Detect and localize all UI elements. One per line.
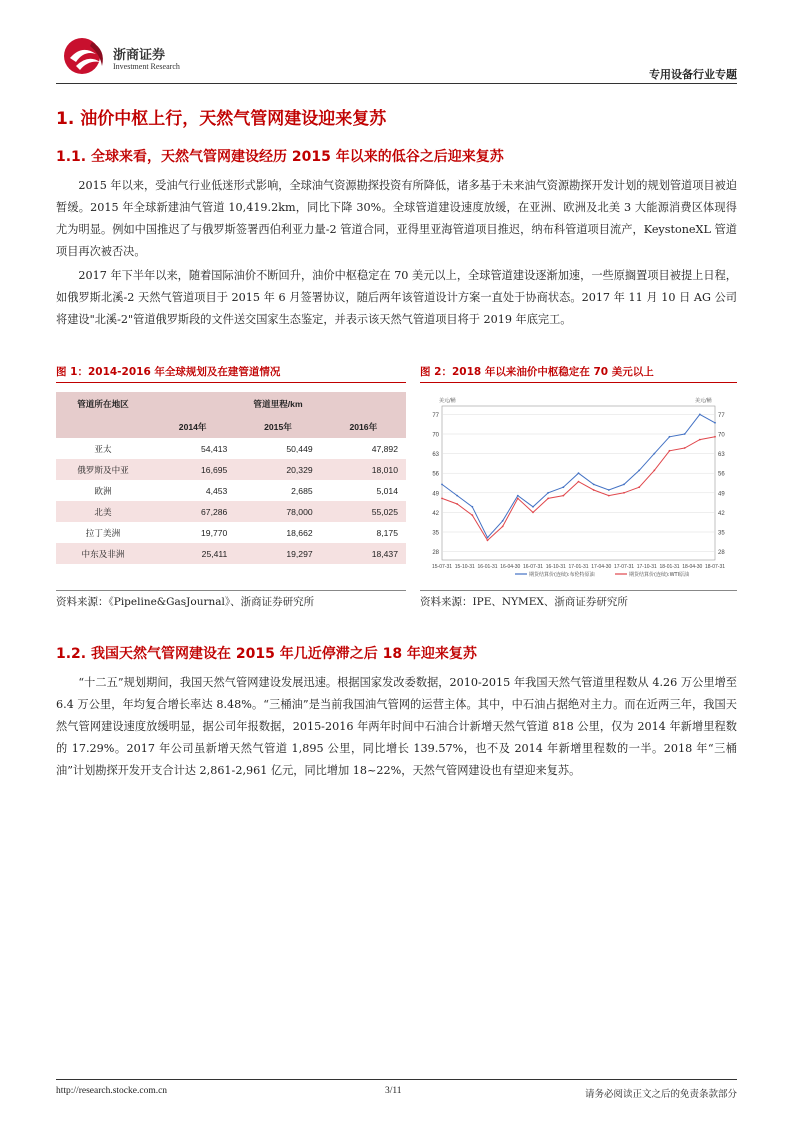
footer-disclaimer: 请务必阅读正文之后的免责条款部分	[584, 1089, 737, 1100]
region-cell: 亚太	[94, 443, 112, 454]
data-point	[684, 447, 686, 449]
data-point	[608, 495, 610, 497]
data-point	[669, 436, 671, 438]
y-tick-label-right: 56	[718, 471, 725, 478]
region-cell: 俄罗斯及中亚	[77, 464, 129, 475]
y-tick-label-right: 35	[718, 530, 725, 537]
data-point	[456, 503, 458, 505]
x-tick-label: 18-01-31	[659, 564, 680, 570]
y-tick-label-right: 42	[718, 510, 725, 517]
data-point	[638, 470, 640, 472]
x-tick-label: 16-07-31	[522, 564, 544, 570]
logo-company-name: 浙商证券	[113, 48, 166, 63]
value-cell: 19,297	[286, 548, 313, 559]
region-cell: 欧洲	[94, 485, 112, 496]
y-tick-label-left: 35	[432, 530, 439, 537]
logo-company-subtitle: Investment Research	[113, 62, 180, 71]
year-header: 2015年	[264, 422, 292, 432]
figure-2-source-divider	[420, 590, 737, 591]
table-year-row	[56, 416, 406, 438]
paragraph-1: 2015 年以来，受油气行业低迷形式影响，全球油气资源勘探投资有所降低，诸多基于未来油气资源勘探开发计划的规划管道项目被迫暂缓。2015 年全球新建油气管道 10,419.2km，同比下降 30%。全球管道建设速度放缓，在亚洲、欧洲及北美 3 大能源消费区体现得尤为明显。例如中国推迟了与俄罗斯签署西伯利亚力量-2 管道合同，亚得里亚海管道项目推迟，纳布科管道项目流产，KeystoneXL 管道项目再次被否决。	[56, 179, 737, 258]
y-tick-label-left: 56	[432, 471, 439, 478]
value-cell: 16,695	[201, 464, 228, 475]
x-tick-label: 17-04-30	[591, 564, 612, 570]
value-cell: 2,685	[291, 485, 313, 496]
data-point	[502, 520, 504, 522]
data-point	[714, 422, 716, 424]
x-tick-label: 16-04-30	[500, 564, 521, 570]
region-cell: 北美	[94, 506, 112, 517]
x-tick-label: 15-10-31	[454, 564, 475, 570]
y-tick-label-right: 49	[718, 491, 725, 498]
figure-1-title: 图 1：2014-2016 年全球规划及在建管道情况	[56, 366, 281, 378]
value-cell: 19,770	[201, 527, 228, 538]
data-point	[441, 484, 443, 486]
value-cell: 25,411	[201, 548, 228, 559]
value-cell: 50,449	[286, 443, 313, 454]
section-1-2-title: 1.2. 我国天然气管网建设在 2015 年几近停滞之后 18 年迎来复苏	[56, 646, 477, 662]
figure-2-title: 图 2：2018 年以来油价中枢稳定在 70 美元以上	[420, 366, 654, 378]
y-tick-label-left: 70	[432, 432, 439, 439]
page-number: 3/11	[385, 1086, 402, 1096]
section-1-1-title: 1.1. 全球来看，天然气管网建设经历 2015 年以来的低谷之后迎来复苏	[56, 149, 504, 165]
value-cell: 54,413	[201, 443, 228, 454]
value-cell: 8,175	[376, 527, 398, 538]
table-row	[56, 522, 406, 543]
y-tick-label-left: 49	[432, 491, 439, 498]
figure-2-source: 资料来源：IPE、NYMEX、浙商证券研究所	[420, 596, 628, 608]
x-tick-label: 17-10-31	[636, 564, 657, 570]
data-point	[487, 540, 489, 542]
data-point	[487, 537, 489, 539]
data-point	[699, 414, 701, 416]
legend-label: 期货结算价(连续):布伦特原油	[529, 572, 595, 578]
data-point	[684, 433, 686, 435]
table-header-row	[56, 392, 406, 416]
y-tick-label-right: 70	[718, 432, 725, 439]
value-cell: 78,000	[286, 506, 313, 517]
data-point	[714, 436, 716, 438]
data-point	[623, 484, 625, 486]
x-tick-label: 16-10-31	[545, 564, 566, 570]
value-cell: 18,662	[286, 527, 313, 538]
header-divider	[56, 83, 737, 84]
table-row	[56, 543, 406, 564]
legend-label: 期货结算价(连续):WTI原油	[629, 572, 690, 578]
x-tick-label: 17-01-31	[568, 564, 589, 570]
data-point	[532, 506, 534, 508]
region-cell: 拉丁美洲	[85, 527, 121, 538]
data-point	[517, 498, 519, 500]
region-cell: 中东及非洲	[81, 548, 125, 559]
company-logo	[62, 36, 110, 76]
x-tick-label: 18-07-31	[704, 564, 726, 570]
figure-1-source-divider	[56, 590, 406, 591]
y-tick-label-left: 28	[432, 550, 439, 557]
value-cell: 20,329	[286, 464, 313, 475]
value-cell: 5,014	[376, 485, 398, 496]
y-tick-label-left: 63	[432, 452, 439, 459]
data-point	[699, 439, 701, 441]
x-tick-label: 15-07-31	[431, 564, 453, 570]
data-point	[562, 495, 564, 497]
value-cell: 67,286	[201, 506, 228, 517]
table-row	[56, 501, 406, 522]
x-tick-label: 16-01-31	[477, 564, 498, 570]
data-point	[502, 526, 504, 528]
y-tick-label-right: 77	[718, 412, 725, 419]
table-row	[56, 480, 406, 501]
value-cell: 18,437	[371, 548, 398, 559]
data-point	[593, 489, 595, 491]
data-point	[547, 492, 549, 494]
report-type: 专用设备行业专题	[649, 68, 737, 81]
col-region-header: 管道所在地区	[77, 399, 129, 409]
x-tick-label: 17-07-31	[613, 564, 635, 570]
data-point	[441, 498, 443, 500]
data-point	[638, 486, 640, 488]
y-unit-right: 美元/桶	[695, 398, 712, 404]
year-header: 2014年	[178, 422, 207, 432]
y-tick-label-right: 63	[718, 452, 725, 459]
pipeline-table	[56, 392, 406, 564]
section-1-title: 1. 油价中枢上行，天然气管网建设迎来复苏	[56, 109, 387, 129]
data-point	[471, 514, 473, 516]
y-tick-label-left: 42	[432, 510, 439, 517]
value-cell: 47,892	[371, 443, 398, 454]
data-point	[471, 506, 473, 508]
data-point	[456, 495, 458, 497]
value-cell: 18,010	[371, 464, 398, 475]
data-point	[653, 470, 655, 472]
data-point	[593, 484, 595, 486]
x-tick-label: 18-04-30	[682, 564, 703, 570]
data-point	[547, 498, 549, 500]
data-point	[517, 495, 519, 497]
figure-1-divider	[56, 382, 406, 383]
value-cell: 4,453	[205, 485, 228, 496]
data-point	[653, 453, 655, 455]
footer-url[interactable]: http://research.stocke.com.cn	[56, 1086, 168, 1096]
data-point	[608, 489, 610, 491]
data-point	[578, 472, 580, 474]
data-point	[562, 486, 564, 488]
y-tick-label-right: 28	[718, 550, 725, 557]
data-point	[669, 450, 671, 452]
data-point	[532, 512, 534, 514]
figure-2-divider	[420, 382, 737, 383]
table-row	[56, 438, 406, 459]
data-point	[578, 481, 580, 483]
year-header: 2016年	[349, 422, 378, 432]
value-cell: 55,025	[371, 506, 398, 517]
table-row	[56, 459, 406, 480]
y-unit-left: 美元/桶	[439, 398, 456, 404]
paragraph-2: 2017 年下半年以来，随着国际油价不断回升，油价中枢稳定在 70 美元以上，全球管道建设逐渐加速，一些原搁置项目被提上日程，如俄罗斯北溪-2 天然气管道项目于 2015 年 6 月签署协议，随后两年该管道设计方案一直处于协商状态。2017 年 11 月 10 日 AG 公司将建设"北溪-2"管道俄罗斯段的文件送交国家生态鉴定，并表示该天然气管道项目将于 2019 年底完工。	[56, 269, 737, 326]
col-length-header: 管道里程/km	[253, 399, 303, 409]
footer-divider	[56, 1079, 737, 1080]
data-point	[623, 492, 625, 494]
oil-price-chart	[420, 392, 737, 588]
figure-1-source: 资料来源：《Pipeline&GasJournal》、浙商证券研究所	[56, 596, 315, 608]
plot-area	[442, 406, 715, 560]
paragraph-3: “十二五”规划期间，我国天然气管网建设发展迅速。根据国家发改委数据，2010-2015 年我国天然气管道里程数从 4.26 万公里增至 6.4 万公里，年均复合增长率达 8.48%。“三桶油”是当前我国油气管网的运营主体。其中，中石油占据绝对主力。而在近两三年，我国天然气管网建设速度放缓明显，据公司年报数据，2015-2016 年两年时间中石油合计新增天然气管道 818 公里，仅为 2014 年新增里程数的 17.29%。2017 年公司虽新增天然气管道 1,895 公里，同比增长 139.57%，也不及 2014 年新增里程数的一半。2018 年“三桶油”计划勘探开发开支合计达 2,861-2,961 亿元，同比增加 18~22%，天然气管网建设也有望迎来复苏。	[56, 676, 737, 777]
y-tick-label-left: 77	[432, 412, 439, 419]
